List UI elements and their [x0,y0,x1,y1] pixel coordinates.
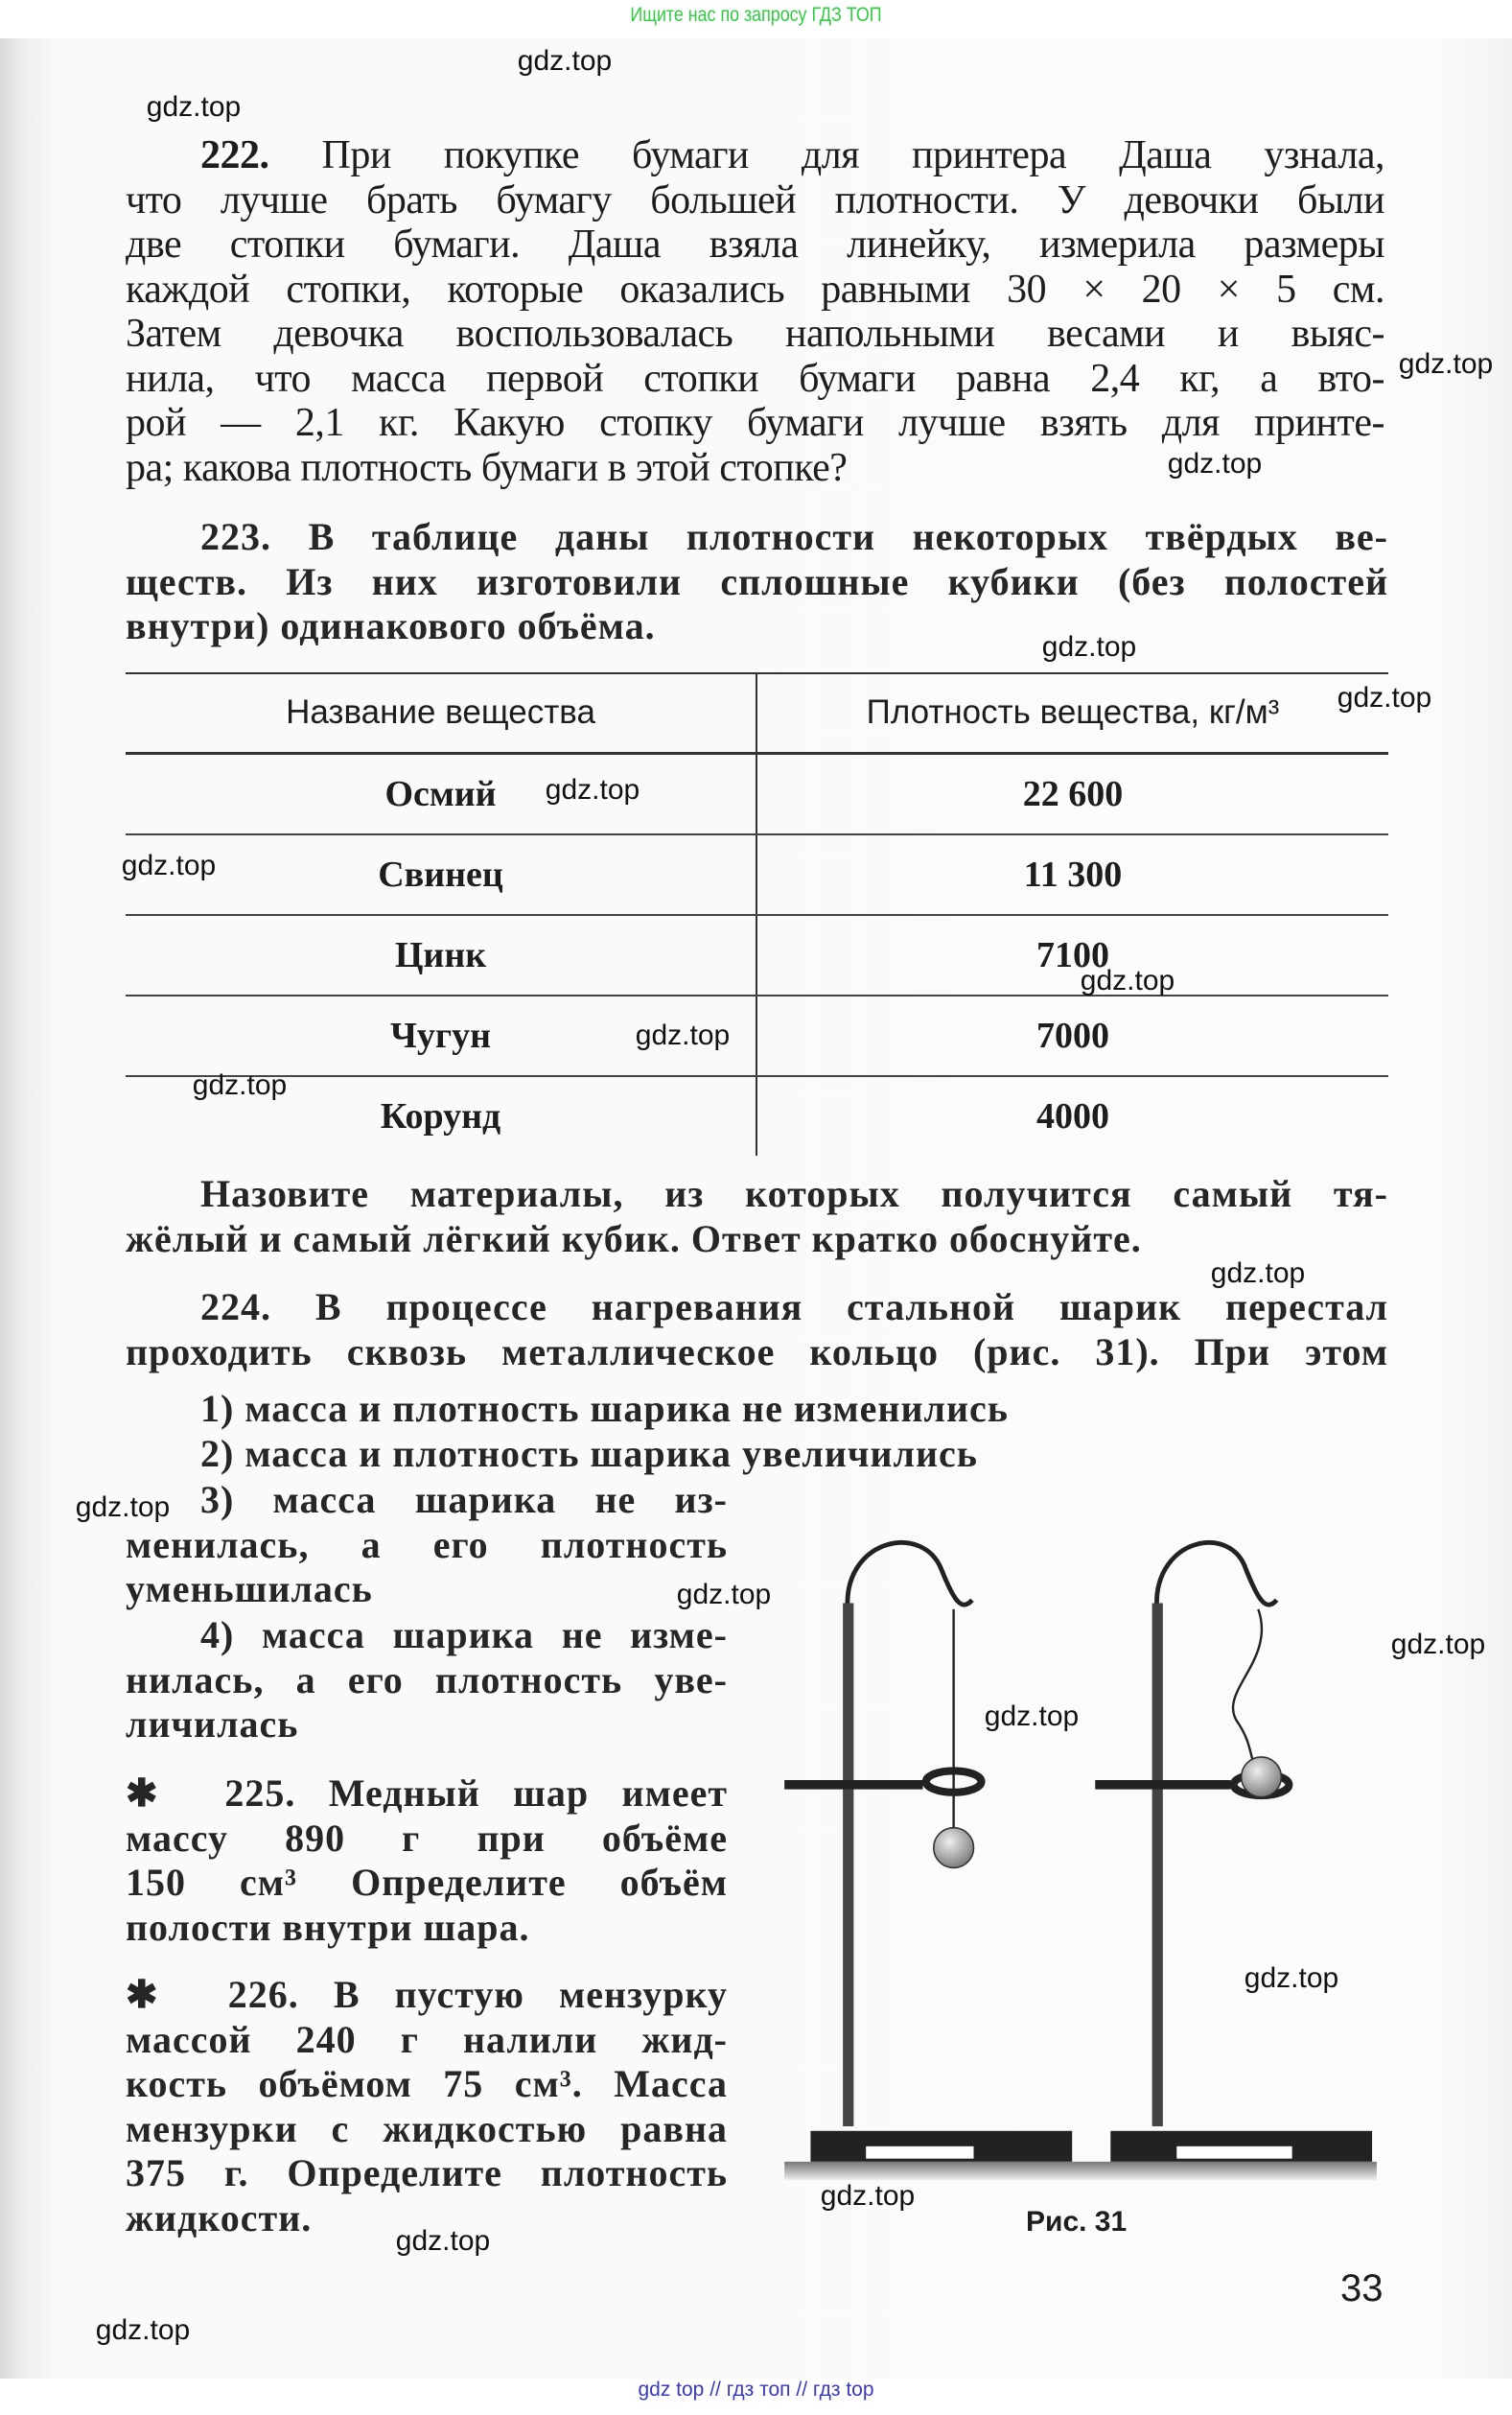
text-line [126,1771,728,1817]
problem-222 [126,133,1384,490]
watermark: gdz.top [1337,682,1432,714]
watermark: gdz.top [75,1491,171,1523]
watermark: gdz.top [1244,1962,1339,1994]
watermark: gdz.top [545,774,640,806]
watermark: gdz.top [1080,965,1175,996]
problem-number: 222. [200,133,269,177]
watermark: gdz.top [820,2180,916,2212]
answer-option-3[interactable] [126,1478,728,1612]
watermark: gdz.top [192,1069,288,1101]
problem-226 [126,1973,728,2240]
text-line: каждой стопки, которые оказались равными 30 × 20 × 5 см. [126,267,1384,312]
text-line [126,1973,728,2018]
text-line: 150 см³ Определите объём [126,1861,728,1904]
stand-left [784,1542,1072,2162]
text-line: жидкости. [126,2195,313,2239]
watermark: gdz.top [146,91,242,123]
problem-225 [126,1771,728,1950]
problem-223 [126,515,1388,649]
density-cell: 7000 [756,996,1388,1076]
text-line: Затем девочка воспользовалась напольными весами и выяс- [126,312,1384,356]
text-line: ра; какова плотность бумаги в этой стопке? [126,445,848,490]
substance-cell: Цинк [126,915,756,996]
text-line [126,515,1388,560]
watermark: gdz.top [517,45,613,77]
watermark: gdz.top [95,2314,191,2346]
text-line: массой 240 г налили жид- [126,2017,728,2061]
problem-number: 226. [227,1973,299,2016]
density-table [126,672,1388,1156]
watermark: gdz.top [635,1020,731,1051]
text-line: полости внутри шара. [126,1905,530,1949]
watermark: gdz.top [395,2225,491,2257]
text-line: 3) масса шарика не из- [200,1478,728,1521]
problem-number: 224. [200,1285,271,1328]
substance-cell: Осмий [126,753,756,834]
problem-number: 223. [200,515,271,558]
text-line: кость объёмом 75 см³. Масса [126,2062,728,2105]
substance-cell: Свинец [126,834,756,915]
watermark: gdz.top [1398,348,1494,380]
table-row [126,1076,1388,1156]
header-density: Плотность вещества, кг/м³ [866,693,1280,732]
problem-224 [126,1285,1388,1374]
search-banner[interactable]: Ищите нас по запросу ГДЗ ТОП [630,4,882,26]
text-line: массу 890 г при объёме [126,1816,728,1860]
density-cell: 11 300 [756,834,1388,915]
text-line: 375 г. Определите плотность [126,2151,728,2194]
text-line: нила, что масса первой стопки бумаги равна 2,4 кг, а вто- [126,356,1384,401]
asterisk-icon: ✱ [126,1973,159,2016]
text-line: мензурки с жидкостью равна [126,2106,728,2150]
answer-option-1[interactable] [126,1387,1084,1432]
text-line: 4) масса шарика не изме- [200,1613,728,1656]
watermark: gdz.top [1390,1629,1486,1660]
substance-cell: Корунд [126,1076,756,1156]
header-substance: Название вещества [126,673,756,753]
text-line [126,133,1384,178]
text-line: Назовите материалы, из которых получится самый тя- [200,1172,1388,1215]
page-number: 33 [1340,2267,1384,2309]
table-row [126,996,1388,1076]
line-text: В процессе нагревания стальной шарик перестал [314,1285,1388,1328]
text-line: жёлый и самый лёгкий кубик. Ответ кратко обоснуйте. [126,1216,1142,1260]
text-line: нилась, а его плотность уве- [126,1657,728,1701]
asterisk-icon: ✱ [126,1771,159,1815]
watermark: gdz.top [984,1700,1080,1732]
text-line: рой — 2,1 кг. Какую стопку бумаги лучше взять для принте- [126,401,1384,445]
density-cell: 22 600 [756,753,1388,834]
text-line: 2) масса и плотность шарика увеличились [200,1432,978,1475]
ground [784,2162,1377,2180]
density-cell: 7100 [756,915,1388,996]
text-line: личилась [126,1702,299,1746]
text-line: внутри) одинакового объёма. [126,604,656,647]
table-row [126,834,1388,915]
problem-number: 225. [224,1771,296,1815]
table-header [126,673,1388,753]
table-row [126,753,1388,834]
ball [934,1828,974,1868]
line-text: В пустую мензурку [333,1973,729,2016]
watermark: gdz.top [121,850,217,881]
text-line: проходить сквозь металлическое кольцо (рис. 31). При этом [126,1329,1388,1373]
density-cell: 4000 [1036,1095,1109,1137]
watermark: gdz.top [676,1579,772,1610]
answer-option-4[interactable] [126,1613,728,1747]
problem-223-question [126,1172,1388,1261]
line-text: В таблице даны плотности некоторых твёрдых ве- [308,515,1389,558]
text-line: ществ. Из них изготовили сплошные кубики (без полостей [126,559,1388,603]
text-line: 1) масса и плотность шарика не изменились [200,1387,1009,1430]
figure-ball-and-ring [769,1508,1384,2200]
text-line: две стопки бумаги. Даша взяла линейку, измерила размеры [126,223,1384,267]
text-line: менилась, а его плотность [126,1522,728,1566]
text-line [126,1285,1388,1330]
line-text: При покупке бумаги для принтера Даша узнала, [321,133,1385,177]
watermark: gdz.top [1167,448,1263,480]
answer-option-2[interactable] [126,1432,1084,1477]
watermark: gdz.top [1041,631,1137,663]
line-text: Медный шар имеет [328,1771,729,1815]
text-line: уменьшилась [126,1567,373,1610]
text-line: что лучше брать бумагу большей плотности. У девочки были [126,177,1384,223]
figure-caption: Рис. 31 [1026,2206,1128,2238]
watermark: gdz.top [1210,1257,1306,1289]
footer-links[interactable]: gdz top // гдз топ // гдз top [638,2379,874,2401]
table-row [126,915,1388,996]
substance-cell: Чугун [126,996,756,1076]
stand-right [1095,1542,1372,2162]
